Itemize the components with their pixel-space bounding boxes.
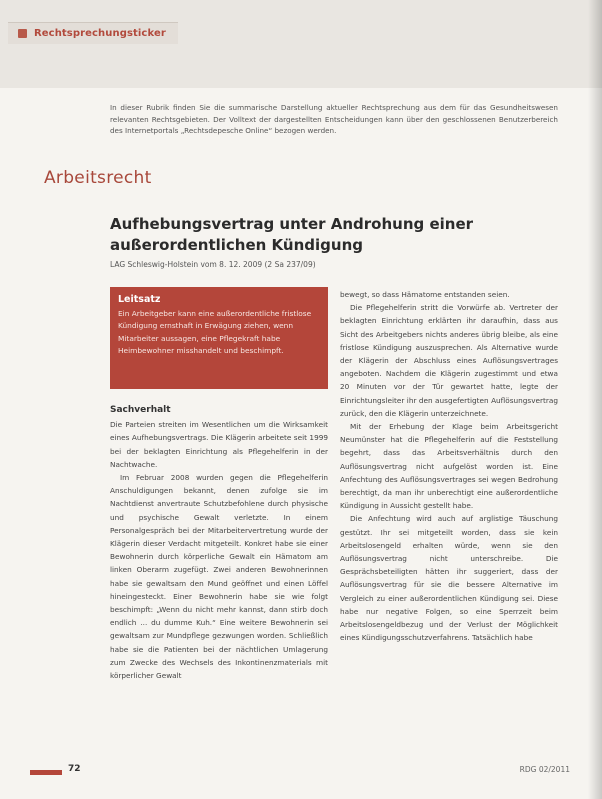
paragraph: Im Februar 2008 wurden gegen die Pflegehelferin Anschuldigungen bekannt, denen zufolge sie im Nachtdienst anvertraute Schutzbefohlene durch physische und psychische Gewalt verletzte. In einem Personalgespräch bei der Mitarbeitervertretung wurde der Klägerin dieser Verdacht mitgeteilt. Konkret habe sie einer Bewohnerin durch körperliche Gewalt ein Hämatom am linken Oberarm zugefügt. Zwei anderen Bewohnerinnen habe sie gewaltsam den Mund geöffnet und einen Löffel hineingesteckt. Einer Bewohnerin habe sie wie folgt beschimpft: „Wenn du nicht mehr kannst, dann stirb doch endlich ... du dumme Kuh.“ Eine weitere Bewohnerin sei gewaltsam zur Mundpflege gezwungen worden. Schließlich habe sie die Patienten bei der nächtlichen Umlagerung zum Zwecke des Wechsels des Inkontinenzmaterials mit körperlicher Gewalt [110,473,328,681]
intro-paragraph: In dieser Rubrik finden Sie die summarische Darstellung aktueller Rechtsprechung aus dem für das Gesundheitswesen relevanten Rechtsgebieten. Der Volltext der dargestellten Entscheidungen kann über den geschlossenen Benutzerbereich des Internetportals „Rechtsdepesche Online“ bezogen werden. [110,103,558,135]
paragraph: Die Pflegehelferin stritt die Vorwürfe ab. Vertreter der beklagten Einrichtung erklärten ihr daraufhin, dass aus Sicht des Arbeitgebers nichts anderes übrig bleibe, als eine fristlose Kündigung auszusprechen. Als Alternative wurde der Klägerin der Abschluss eines Auflösungsvertrages angeboten. Nachdem die Klägerin zugestimmt und etwa 20 Minuten vor der Tür gewartet hatte, legte der Einrichtungsleiter ihr den ausgefertigten Auflösungsvertrag zurück, den die Klägerin unterzeichnete. [340,303,558,418]
text-column-right [340,288,558,644]
leitsatz-text: Ein Arbeitgeber kann eine außerordentliche fristlose Kündigung ernsthaft in Erwägung ziehen, wenn Mitarbeiter aussagen, eine Pflegekraft habe Heimbewohner misshandelt und beschimpft. [118,309,312,356]
paragraph: Die Anfechtung wird auch auf arglistige Täuschung gestützt. Ihr sei mitgeteilt worden, dass sie kein Arbeitslosengeld erhalten würde, wenn sie den Auflösungsvertrag nicht unterschreibe. Die Gesprächsbeteiligten hätten ihr suggeriert, dass der Auflösungsvertrag für sie die bessere Alternative im Vergleich zu einer außerordentlichen Kündigung sei. Diese habe nur negative Folgen, so eine Sperrzeit beim Arbeitslosengeldbezug und der Verlust der Möglichkeit eines Kündigungsschutzverfahrens. Tatsächlich habe [340,514,558,643]
page-number: 72 [68,764,81,774]
rubric-label: Rechtsprechungsticker [34,28,166,39]
court-citation: LAG Schleswig-Holstein vom 8. 12. 2009 (2 Sa 237/09) [110,260,316,269]
text-column-left [110,404,328,682]
leitsatz-heading: Leitsatz [118,294,161,305]
rubric-tab [8,22,178,44]
leitsatz-box [110,287,328,389]
article-title: Aufhebungsvertrag unter Androhung einer außerordentlichen Kündigung [110,215,474,254]
sachverhalt-heading: Sachverhalt [110,405,171,415]
footer-accent-bar [30,770,62,775]
paragraph: Mit der Erhebung der Klage beim Arbeitsgericht Neumünster hat die Pflegehelferin auf die Feststellung begehrt, dass das Arbeitsverhältnis durch den Auflösungsvertrag nicht aufgelöst worden ist. Eine Anfechtung des Auflösungsvertrages sei wegen Bedrohung berechtigt, da man ihr unberechtigt eine außerordentliche Kündigung in Aussicht gestellt habe. [340,422,558,511]
section-title: Arbeitsrecht [44,168,152,188]
paragraph: Die Parteien streiten im Wesentlichen um die Wirksamkeit eines Aufhebungsvertrags. Die Klägerin arbeitete seit 1999 bei der beklagten Einrichtung als Pflegehelferin in der Nachtwache. [110,420,328,469]
issue-label: RDG 02/2011 [519,765,570,774]
page-edge-shadow [588,0,602,799]
square-bullet-icon [18,29,27,38]
paragraph: bewegt, so dass Hämatome entstanden seien. [340,290,510,299]
header-band [0,0,602,88]
